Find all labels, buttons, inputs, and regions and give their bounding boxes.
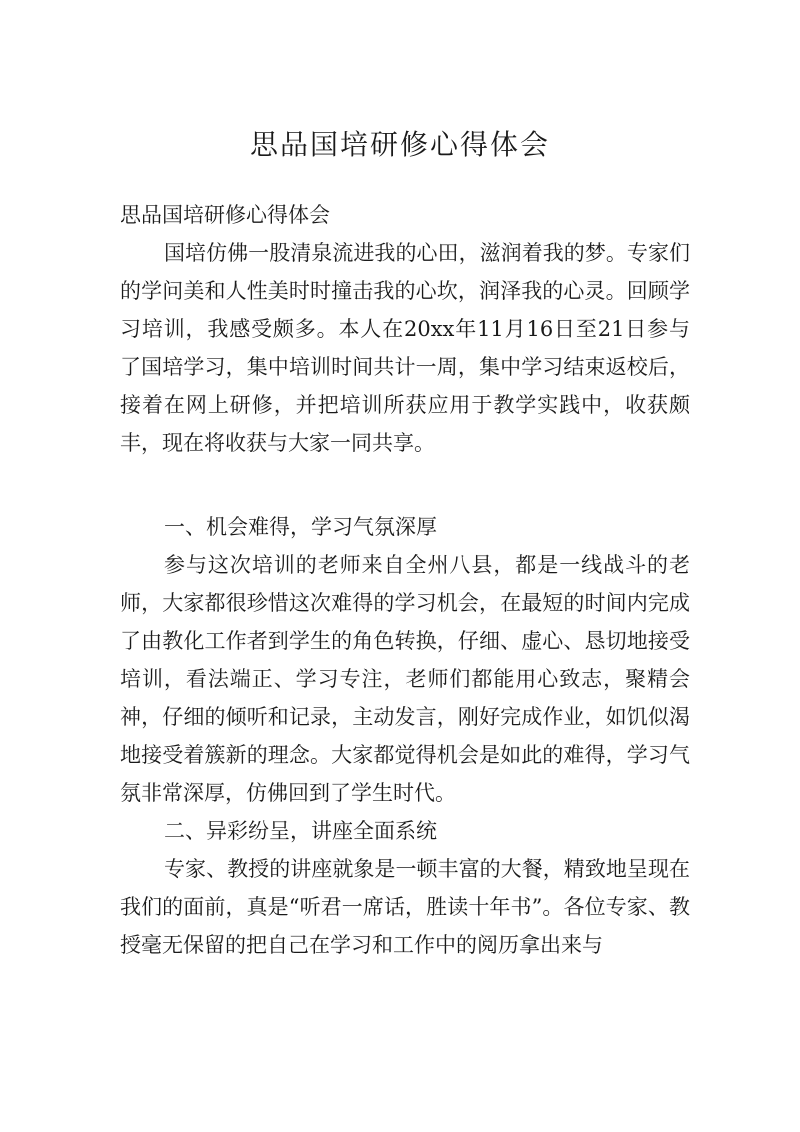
section-heading-1: 一、机会难得，学习气氛深厚 [164,515,437,539]
document-subtitle: 思品国培研修心得体会 [120,203,330,227]
section-paragraph-2: 专家、教授的讲座就象是一顿丰富的大餐，精致地呈现在我们的面前，真是“听君一席话，胜读十年书”。各位专家、教授毫无保留的把自己在学习和工作中的阅历拿出来与 [120,857,690,957]
paragraph-spacer [120,462,690,500]
document-body [120,196,690,964]
section-paragraph-1: 参与这次培训的老师来自全州八县，都是一线战斗的老师，大家都很珍惜这次难得的学习机会，在最短的时间内完成了由教化工作者到学生的角色转换，仔细、虚心、恳切地接受培训，看法端正、学习专注，老师们都能用心致志，聚精会神，仔细的倾听和记录，主动发言，刚好完成作业，如饥似渴地接受着簇新的理念。大家都觉得机会是如此的难得，学习气氛非常深厚，仿佛回到了学生时代。 [120,553,690,805]
section-heading-2: 二、异彩纷呈，讲座全面系统 [164,819,437,843]
page-title: 思品国培研修心得体会 [249,128,550,161]
intro-paragraph: 国培仿佛一股清泉流进我的心田，滋润着我的梦。专家们的学问美和人性美时时撞击我的心坎，润泽我的心灵。回顾学习培训，我感受颇多。本人在20xx年11月16日至21日参与了国培学习，集中培训时间共计一周，集中学习结束返校后，接着在网上研修，并把培训所获应用于教学实践中，收获颇丰，现在将收获与大家一同共享。 [120,241,690,455]
